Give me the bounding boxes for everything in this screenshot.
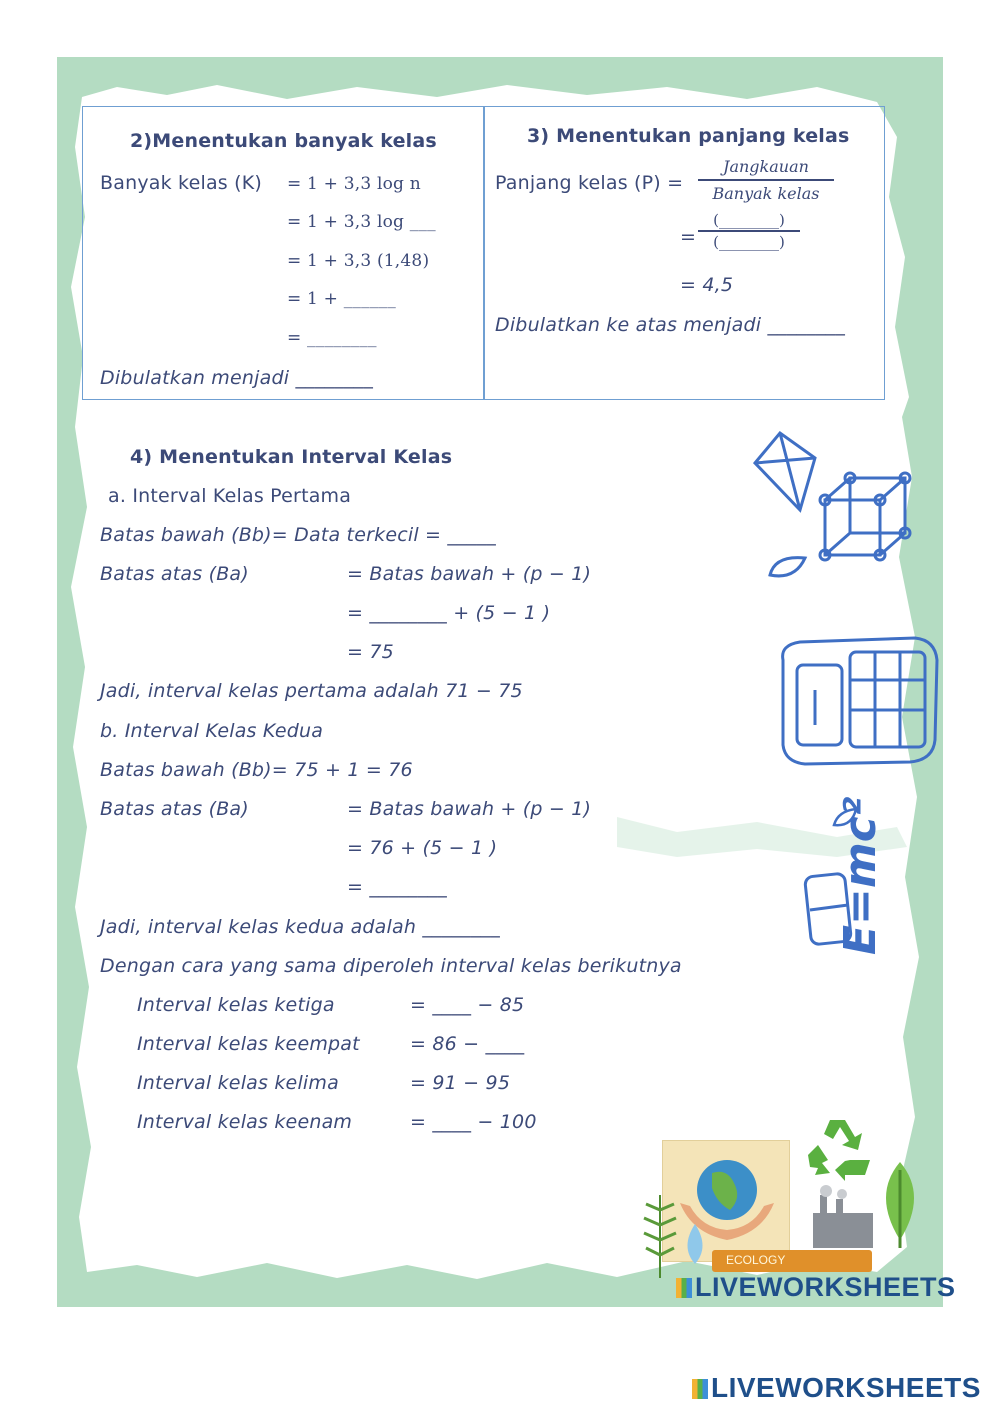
section-2-title: 2)Menentukan banyak kelas bbox=[130, 130, 437, 152]
interval-b-ba-3[interactable]: = ________ bbox=[347, 876, 447, 898]
footer-logo[interactable] bbox=[692, 1372, 981, 1404]
blank-fraction-bar bbox=[698, 230, 800, 232]
fraction-denominator: Banyak kelas bbox=[712, 183, 820, 203]
interval-a-title: a. Interval Kelas Pertama bbox=[108, 485, 352, 507]
section-3-title: 3) Menentukan panjang kelas bbox=[527, 125, 850, 147]
ecology-book bbox=[712, 1250, 872, 1272]
p-eq-sign: = bbox=[680, 226, 697, 248]
interval-a-ba-2[interactable]: = ________ + (5 − 1 ) bbox=[347, 602, 551, 624]
fern-icon bbox=[640, 1190, 680, 1280]
leaf-sketch-icon bbox=[765, 550, 815, 585]
ecology-book-label: ECOLOGY bbox=[726, 1253, 786, 1267]
green-leaf-icon bbox=[870, 1160, 930, 1250]
interval-3-value[interactable]: = ____ − 85 bbox=[410, 994, 525, 1016]
blank-numerator[interactable]: (________) bbox=[713, 211, 785, 229]
interval-3-label: Interval kelas ketiga bbox=[137, 994, 335, 1016]
k-rounded[interactable]: Dibulatkan menjadi ________ bbox=[100, 367, 374, 389]
same-way-text: Dengan cara yang sama diperoleh interval kelas berikutnya bbox=[100, 955, 682, 977]
interval-a-ba-label: Batas atas (Ba) bbox=[100, 563, 249, 585]
interval-b-title: b. Interval Kelas Kedua bbox=[100, 720, 324, 742]
interval-5-value: = 91 − 95 bbox=[410, 1072, 511, 1094]
fraction-bar bbox=[698, 179, 834, 181]
interval-4-value[interactable]: = 86 − ____ bbox=[410, 1033, 525, 1055]
interval-6-value[interactable]: = ____ − 100 bbox=[410, 1111, 537, 1133]
fraction-blank[interactable] bbox=[698, 211, 800, 251]
interval-b-bb: Batas bawah (Bb)= 75 + 1 = 76 bbox=[100, 759, 413, 781]
interval-a-bb[interactable]: Batas bawah (Bb)= Data terkecil = _____ bbox=[100, 524, 496, 546]
interval-a-ba-1: = Batas bawah + (p − 1) bbox=[347, 563, 592, 585]
footer-badge-icon bbox=[692, 1379, 708, 1399]
banyak-kelas-label: Banyak kelas (K) bbox=[100, 172, 263, 194]
blank-denominator[interactable]: (________) bbox=[713, 232, 785, 251]
water-drop-icon bbox=[678, 1222, 713, 1267]
interval-4-label: Interval kelas keempat bbox=[137, 1033, 360, 1055]
cube-sketch-icon bbox=[815, 470, 915, 580]
section-4-title: 4) Menentukan Interval Kelas bbox=[130, 446, 453, 468]
interval-a-ba-3: = 75 bbox=[347, 641, 394, 663]
k-step-4[interactable]: = 1 + ______ bbox=[287, 289, 396, 309]
interval-b-conclusion[interactable]: Jadi, interval kelas kedua adalah ________ bbox=[100, 916, 500, 938]
interval-6-label: Interval kelas keenam bbox=[137, 1111, 353, 1133]
p-rounded[interactable]: Dibulatkan ke atas menjadi ________ bbox=[495, 314, 846, 336]
watermark-logo bbox=[676, 1272, 956, 1303]
k-step-5[interactable]: = ________ bbox=[287, 328, 377, 348]
factory-icon bbox=[808, 1185, 878, 1250]
interval-b-ba-1: = Batas bawah + (p − 1) bbox=[347, 798, 592, 820]
formula-sketch: E=mc² bbox=[835, 796, 886, 955]
footer-brand-text[interactable]: LIVEWORKSHEETS bbox=[711, 1372, 981, 1403]
k-step-3: = 1 + 3,3 (1,48) bbox=[287, 251, 430, 271]
k-step-1: = 1 + 3,3 log n bbox=[287, 174, 421, 194]
section-3-box bbox=[484, 106, 885, 400]
watermark-badge-icon bbox=[676, 1278, 692, 1298]
interval-a-conclusion: Jadi, interval kelas pertama adalah 71 − 75 bbox=[100, 680, 523, 702]
panjang-kelas-label: Panjang kelas (P) = bbox=[495, 172, 684, 194]
fraction-jangkauan bbox=[698, 157, 834, 203]
watermark-text: LIVEWORKSHEETS bbox=[695, 1272, 956, 1302]
interval-b-ba-2: = 76 + (5 − 1 ) bbox=[347, 837, 498, 859]
recycle-icon bbox=[800, 1115, 875, 1185]
octahedron-sketch-icon bbox=[745, 428, 825, 518]
p-result: = 4,5 bbox=[680, 274, 734, 296]
fraction-numerator: Jangkauan bbox=[723, 157, 809, 176]
calculator-sketch-icon bbox=[775, 630, 945, 770]
k-step-2: = 1 + 3,3 log ___ bbox=[287, 212, 436, 232]
interval-b-ba-label: Batas atas (Ba) bbox=[100, 798, 249, 820]
interval-5-label: Interval kelas kelima bbox=[137, 1072, 339, 1094]
